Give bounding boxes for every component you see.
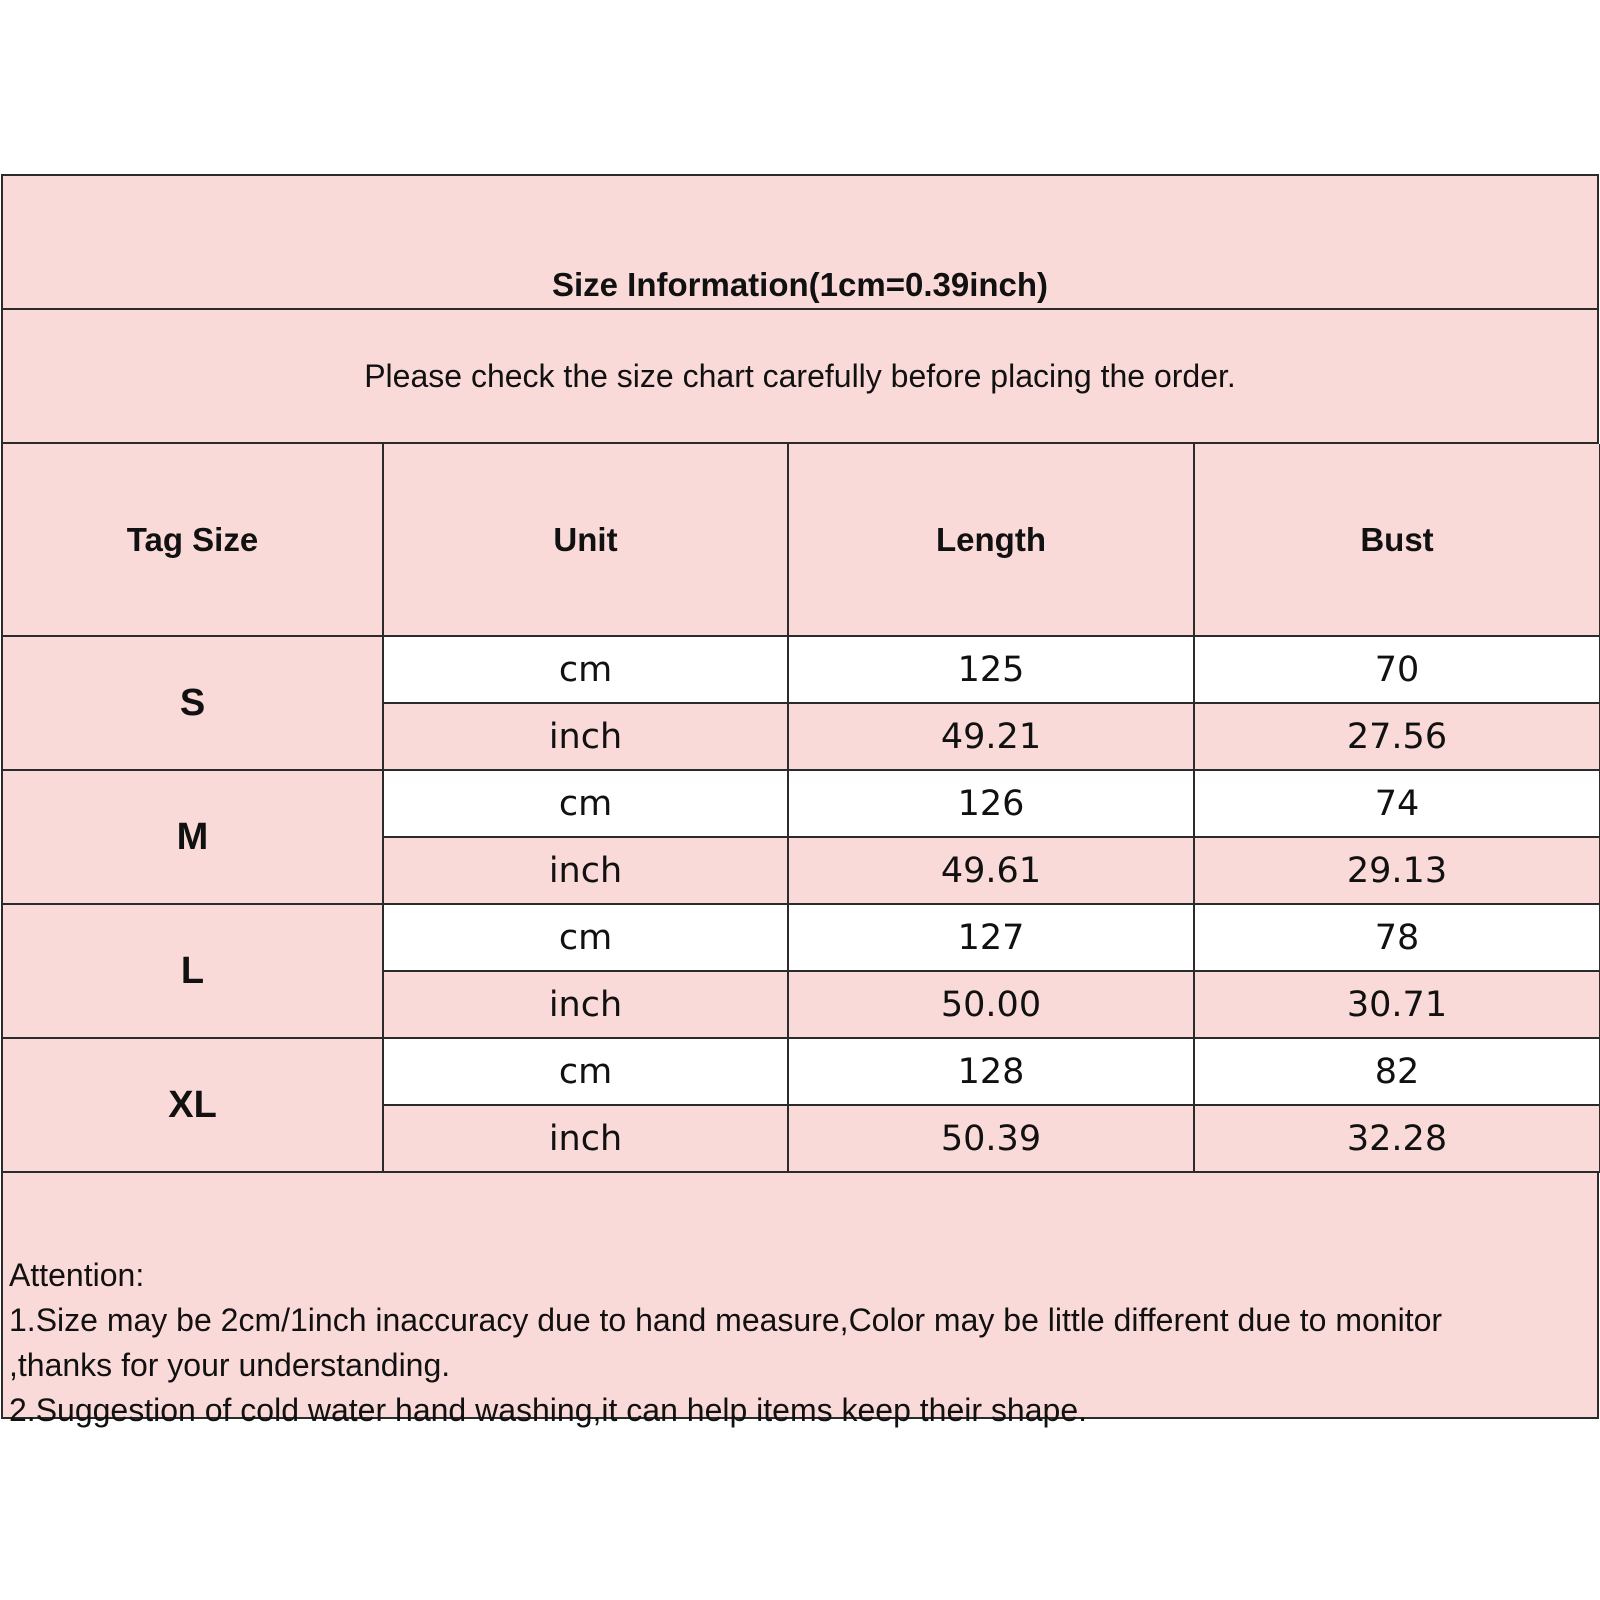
bust-cell: 27.56: [1194, 703, 1600, 770]
page-title: Size Information(1cm=0.39inch): [551, 266, 1049, 303]
unit-cell: inch: [383, 703, 788, 770]
attention-notes: [1, 1173, 1599, 1428]
unit-cell: cm: [383, 770, 788, 837]
bust-cell: 29.13: [1194, 837, 1600, 904]
length-cell: 49.21: [788, 703, 1194, 770]
tag-size-cell: M: [2, 770, 383, 904]
unit-cell: cm: [383, 636, 788, 703]
notes-heading: Attention:: [9, 1257, 145, 1293]
bust-cell: 74: [1194, 770, 1600, 837]
unit-cell: inch: [383, 1105, 788, 1172]
size-table: [1, 444, 1600, 1173]
unit-cell: inch: [383, 971, 788, 1038]
header-tag-size: Tag Size: [2, 444, 383, 636]
table-header-row: [2, 444, 1600, 636]
tag-size-cell: S: [2, 636, 383, 770]
subtitle-band: [1, 310, 1599, 444]
notes-line: 1.Size may be 2cm/1inch inaccuracy due to hand measure,Color may be little different due to monitor: [9, 1302, 1443, 1338]
bust-cell: 30.71: [1194, 971, 1600, 1038]
tag-size-cell: XL: [2, 1038, 383, 1172]
table-row: [2, 904, 1600, 971]
bust-cell: 82: [1194, 1038, 1600, 1105]
notes-line: ,thanks for your understanding.: [9, 1347, 451, 1383]
header-bust: Bust: [1194, 444, 1600, 636]
unit-cell: cm: [383, 904, 788, 971]
header-length: Length: [788, 444, 1194, 636]
bust-cell: 32.28: [1194, 1105, 1600, 1172]
size-chart-sheet: [1, 174, 1599, 1428]
length-cell: 127: [788, 904, 1194, 971]
header-unit: Unit: [383, 444, 788, 636]
notes-line: 2.Suggestion of cold water hand washing,it can help items keep their shape.: [9, 1392, 1087, 1428]
table-row: [2, 636, 1600, 703]
unit-cell: inch: [383, 837, 788, 904]
length-cell: 125: [788, 636, 1194, 703]
unit-cell: cm: [383, 1038, 788, 1105]
bust-cell: 78: [1194, 904, 1600, 971]
bust-cell: 70: [1194, 636, 1600, 703]
length-cell: 50.00: [788, 971, 1194, 1038]
length-cell: 128: [788, 1038, 1194, 1105]
tag-size-cell: L: [2, 904, 383, 1038]
length-cell: 49.61: [788, 837, 1194, 904]
length-cell: 126: [788, 770, 1194, 837]
table-row: [2, 1038, 1600, 1105]
page-subtitle: Please check the size chart carefully before placing the order.: [364, 357, 1236, 394]
title-band: [1, 174, 1599, 310]
length-cell: 50.39: [788, 1105, 1194, 1172]
table-row: [2, 770, 1600, 837]
